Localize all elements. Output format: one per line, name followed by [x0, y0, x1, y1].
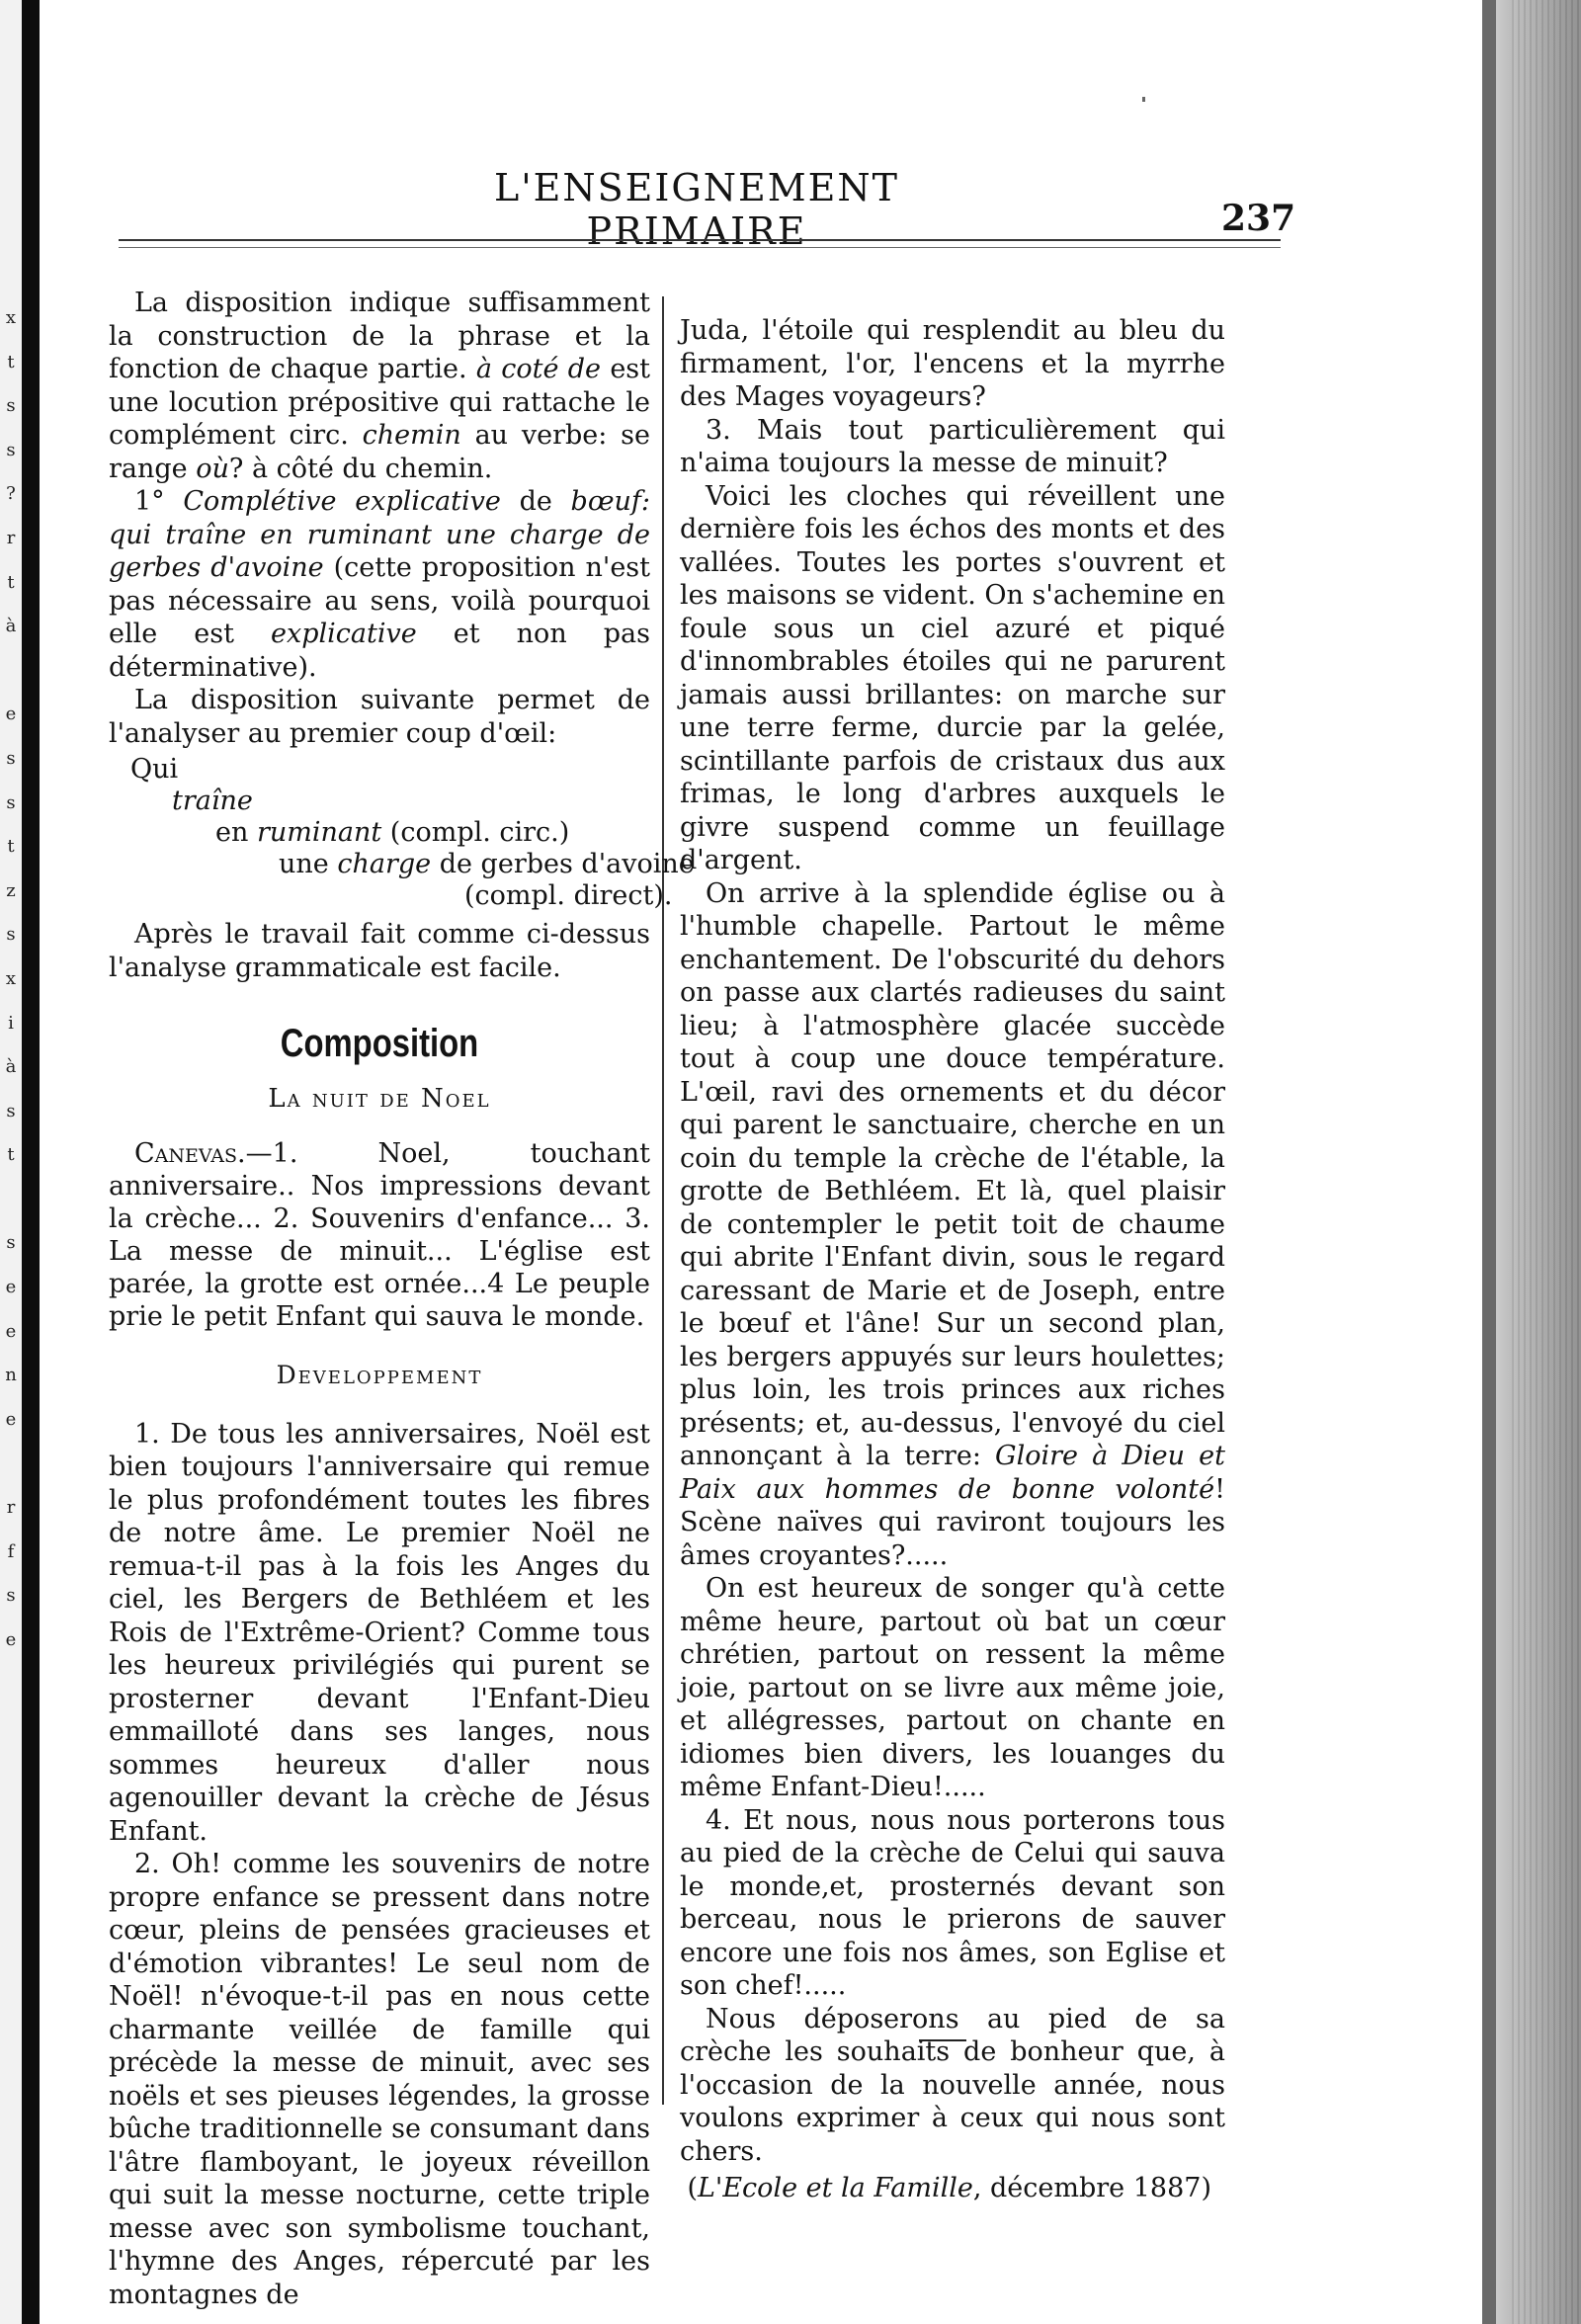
margin-fragment: n: [5, 1365, 17, 1386]
analysis-diagram: [109, 754, 695, 912]
italic-run: à coté de: [475, 354, 602, 384]
margin-fragment: r: [6, 527, 16, 548]
text-run: —1. Noel, touchant anniversaire.. Nos impressions devant la crèche... 2. Souvenirs d'enfance... 3. La messe de minuit... L'église est parée, la grotte est ornée...4 Le peuple prie le petit Enfant qui sauva le monde.: [109, 1138, 650, 1332]
margin-fragment: t: [7, 1144, 15, 1166]
paragraph-4: 4. Et nous, nous nous porterons tous au pied de la crèche de Celui qui sauva le monde,et, prosternés devant son berceau, nous le prierons de sauver encore une fois nos âmes, son Eglise et son chef!.....: [680, 1804, 1225, 2001]
italic-run: charge: [337, 849, 432, 879]
margin-fragment: [0, 649, 22, 694]
paragraph-canevas: [109, 1137, 650, 1333]
margin-fragment: s: [6, 439, 16, 460]
margin-fragment: s: [6, 1585, 16, 1607]
section-subtitle: La nuit de Noel: [268, 1083, 491, 1114]
italic-run: chemin: [362, 420, 461, 451]
paragraph-3: 3. Mais tout particulièrement qui n'aima toujours la messe de minuit?: [680, 414, 1225, 478]
margin-fragment: f: [7, 1540, 15, 1562]
page-number: 237: [1221, 198, 1296, 239]
left-margin-fragments: [0, 296, 22, 1662]
margin-fragment: e: [5, 1408, 17, 1430]
margin-fragment: e: [5, 1320, 17, 1342]
paragraph-dev-1: 1. De tous les anniversaires, Noël est bien toujours l'anniversaire qui remue le plus profondément toutes les fibres de notre âme. Le premier Noël ne remua-t-il pas à la fois les Anges du ciel, les Bergers de Bethléem et les Rois de l'Extrême-Orient? Comme tous les heureux privilégiés qui purent se prosterner devant l'Enfant-Dieu emmailloté dans ses langes, nous sommes heureux d'aller nous agenouiller devant la crèche de Jésus Enfant.: [109, 1418, 650, 1847]
text-run: ? à côté du chemin.: [228, 453, 493, 484]
book-page-edge: [1482, 0, 1581, 2324]
paragraph-disposition-suivante: La disposition suivante permet de l'analyser au premier coup d'œil:: [109, 685, 650, 749]
text-run: La disposition indique suffisamment la construction de la phrase et la fonction de chaque partie.: [109, 288, 650, 384]
margin-fragment: e: [5, 1277, 17, 1298]
text-run: de: [500, 486, 571, 517]
developpement-title: Developpement: [276, 1361, 483, 1389]
margin-fragment: [0, 1442, 22, 1486]
text-run: (compl. circ.): [381, 817, 570, 848]
text-run: (cette proposition n'est pas nécessaire au sens, voilà pourquoi elle est: [109, 552, 651, 649]
margin-fragment: x: [5, 307, 17, 328]
margin-fragment: s: [6, 1100, 16, 1121]
text-run: On arrive à la splendide église ou à l'humble chapelle. Partout le même enchantement. De l'obscurité du dehors on passe aux clartés radieuses du saint lieu; à l'atmosphère glacée succède tout à coup une douce température. L'œil, ravi des ornements et du décor qui parent le sanctuaire, cherche en un coin du temple la crèche de l'étable, la grotte de Bethléem. Et là, quel plaisir de contempler le petit toit de chaume qui abrite l'Enfant divin, sous le regard caressant de Marie et de Joseph, entre le bœuf et l'âne! Sur un second plan, les bergers appuyés sur leurs houlettes; plus loin, les trois princes aux riches présents; et, au-dessus, l'envoyé du ciel annonçant à la terre:: [680, 877, 1225, 1471]
end-rule: [919, 2039, 966, 2041]
margin-fragment: s: [6, 395, 16, 417]
text-run: au verbe: se range: [109, 420, 650, 484]
italic-run: Complétive explicative: [183, 486, 501, 517]
margin-fragment: e: [5, 1628, 17, 1650]
column-divider: [662, 296, 664, 2105]
margin-fragment: r: [6, 1497, 16, 1519]
paragraph-juda: Juda, l'étoile qui resplendit au bleu du firmament, l'or, l'encens et la myrrhe des Mages voyageurs?: [680, 315, 1225, 412]
italic-run: où: [196, 453, 229, 484]
text-run: en: [215, 817, 257, 848]
paragraph-eglise: [680, 877, 1225, 1573]
analysis-line: (compl. direct).: [464, 880, 673, 911]
text-run: ! Scène naïves qui raviront toujours les âmes croyantes?.....: [680, 1473, 1225, 1571]
margin-fragment: x: [5, 967, 17, 989]
margin-fragment: t: [7, 571, 15, 593]
source-citation: [680, 2172, 1225, 2205]
text-run: est une locution prépositive qui rattache le complément circ.: [109, 354, 650, 451]
margin-fragment: e: [5, 704, 17, 725]
analysis-line: [109, 817, 650, 849]
text-run: (: [687, 2173, 698, 2203]
speck: [1142, 97, 1145, 102]
analysis-line: [109, 849, 695, 880]
paragraph-cloches: Voici les cloches qui réveillent une dernière fois les échos des monts et des vallées. Toutes les portes s'ouvrent et les maisons se vident. On s'achemine en foule sous un ciel azuré et piqué d'innombrables étoiles qui ne parurent jamais aussi brillantes: on marche sur une terre ferme, durcie par la gelée, scintillante parfois de cristaux dus aux frimas, le long d'arbres auxquels le givre suspend comme un feuillage d'argent.: [680, 480, 1225, 875]
running-header: L'ENSEIGNEMENT PRIMAIRE: [493, 166, 900, 253]
paragraph-deposerons: Nous déposerons au pied de sa crèche les souhaits de bonheur que, à l'occasion de la nouvelle année, nous voulons exprimer à ceux qui nous sont chers.: [680, 2003, 1225, 2167]
margin-fragment: i: [8, 1012, 14, 1034]
left-column: [109, 287, 695, 2311]
text-run: une: [279, 849, 338, 879]
canevas-label: Canevas.: [134, 1138, 246, 1169]
margin-fragment: [0, 1178, 22, 1222]
text-run: 1°: [134, 486, 184, 517]
paragraph-apres: Après le travail fait comme ci-dessus l'analyse grammaticale est facile.: [109, 919, 650, 983]
italic-run: Gloire à Dieu et Paix aux hommes de bonne volonté: [680, 1441, 1225, 1505]
margin-fragment: ?: [6, 483, 16, 505]
italic-run: explicative: [271, 619, 417, 649]
italic-run: L'Ecole et la Famille: [698, 2173, 973, 2203]
header-rule: [119, 239, 1281, 241]
margin-fragment: t: [7, 351, 15, 373]
paragraph-completive: [109, 485, 650, 684]
margin-fragment: t: [7, 836, 15, 858]
paragraph-dev-2: 2. Oh! comme les souvenirs de notre propre enfance se pressent dans notre cœur, pleins de pensées gracieuses et d'émotion vibrantes! Le seul nom de Noël! n'évoque-t-il pas en nous cette charmante veillée de famille qui précède la messe de minuit, avec ses noëls et ses pieuses légendes, la grosse bûche traditionnelle se consumant dans l'âtre flamboyant, le joyeux réveillon qui suit la messe nocturne, cette triple messe avec son symbolisme touchant, l'hymne des Anges, répercuté par les montagnes de: [109, 1849, 650, 2310]
right-column: [680, 314, 1225, 2205]
text-run: de gerbes d'avoine: [431, 849, 695, 879]
text-run: et non pas déterminative).: [109, 619, 650, 683]
italic-run: ruminant: [256, 817, 382, 848]
margin-fragment: s: [6, 924, 16, 946]
text-run: , décembre 1887): [972, 2173, 1211, 2203]
paragraph-heureux: On est heureux de songer qu'à cette même heure, partout où bat un cœur chrétien, partout on ressent la même joie, partout on se livre aux même joie, et allégresses, partout on chante en idiomes bien divers, les louanges du même Enfant-Dieu!.....: [680, 1573, 1225, 1802]
italic-run: bœuf: qui traîne en ruminant une charge de gerbes d'avoine: [109, 486, 650, 583]
paragraph-disposition: [109, 287, 650, 485]
margin-fragment: s: [6, 1232, 16, 1254]
margin-fragment: à: [5, 616, 17, 637]
margin-fragment: z: [6, 879, 16, 901]
margin-fragment: à: [5, 1056, 17, 1078]
header-rule-thin: [119, 247, 1281, 248]
analysis-line: Qui: [130, 754, 179, 785]
analysis-line: traîne: [172, 786, 253, 816]
section-title: Composition: [280, 1022, 479, 1065]
margin-fragment: s: [6, 747, 16, 769]
margin-fragment: s: [6, 791, 16, 813]
